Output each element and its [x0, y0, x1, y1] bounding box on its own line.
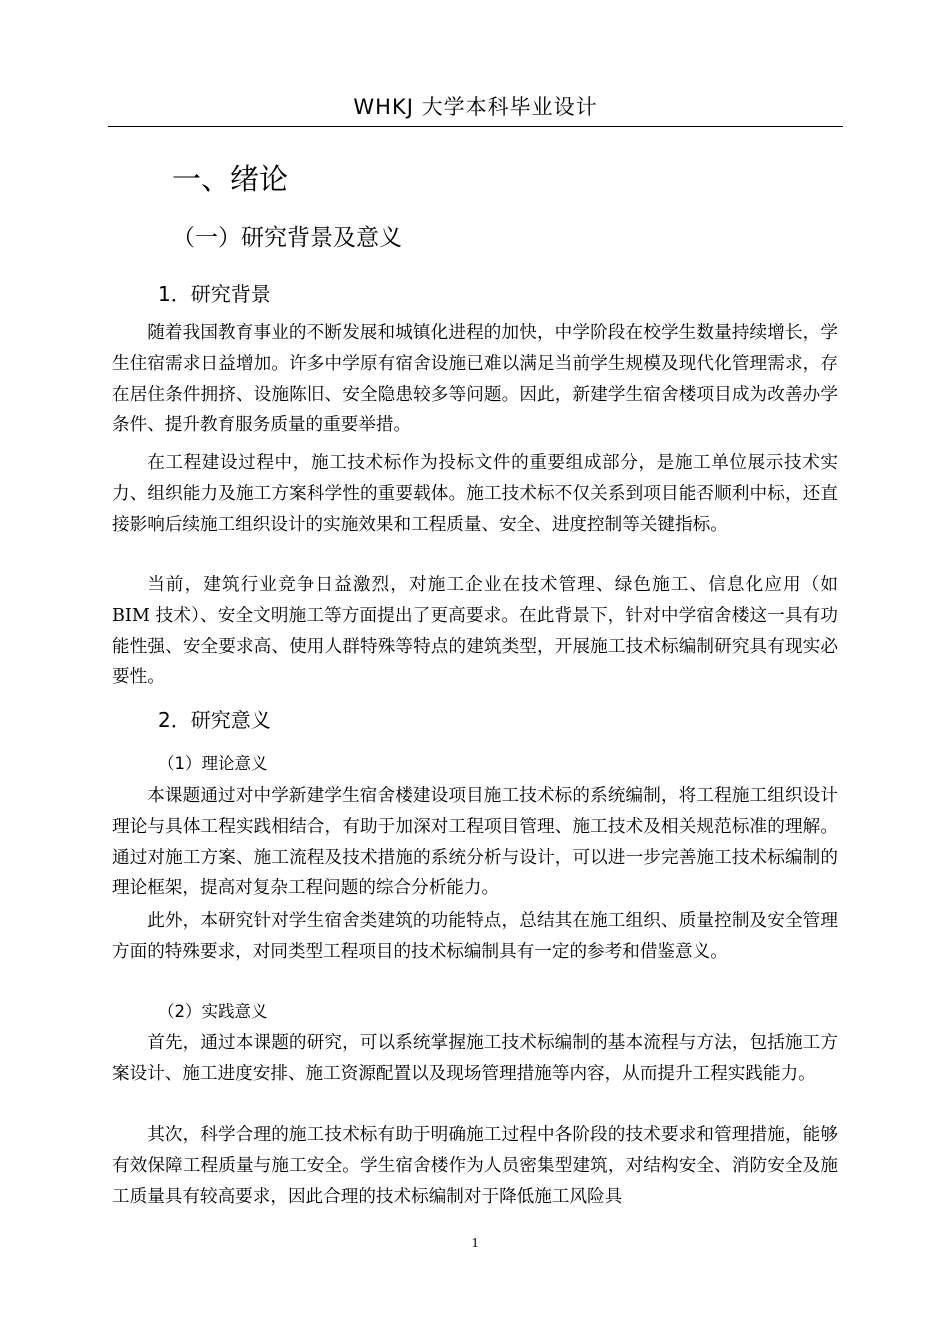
page-header: WHKJ 大学本科毕业设计: [108, 92, 843, 127]
subsection-title-significance: 2．研究意义: [158, 708, 271, 732]
item-title-practice: （2）实践意义: [158, 1002, 268, 1021]
paragraph: 其次，科学合理的施工技术标有助于明确施工过程中各阶段的技术要求和管理措施，能够有效保障工程质量与施工安全。学生宿舍楼作为人员密集型建筑，对结构安全、消防安全及施工质量具有较高要求，因此合理的技术标编制对于降低施工风险具: [112, 1125, 838, 1207]
paragraph: 随着我国教育事业的不断发展和城镇化进程的加快，中学阶段在校学生数量持续增长，学生住宿需求日益增加。许多中学原有宿舍设施已难以满足当前学生规模及现代化管理需求，存在居住条件拥挤、设施陈旧、安全隐患较多等问题。因此，新建学生宿舍楼项目成为改善办学条件、提升教育服务质量的重要举措。: [112, 323, 838, 436]
chapter-title: 一、绪论: [172, 162, 289, 196]
page-number: 1: [471, 1236, 479, 1251]
paragraph: 在工程建设过程中，施工技术标作为投标文件的重要组成部分，是施工单位展示技术实力、组织能力及施工方案科学性的重要载体。施工技术标不仅关系到项目能否顺利中标，还直接影响后续施工组织设计的实施效果和工程质量、安全、进度控制等关键指标。: [112, 453, 838, 535]
section-title: （一）研究背景及意义: [172, 225, 402, 251]
item-title-theory: （1）理论意义: [158, 754, 268, 773]
paragraph: 本课题通过对中学新建学生宿舍楼建设项目施工技术标的系统编制，将工程施工组织设计理论与具体工程实践相结合，有助于加深对工程项目管理、施工技术及相关规范标准的理解。通过对施工方案、施工流程及技术措施的系统分析与设计，可以进一步完善施工技术标编制的理论框架，提高对复杂工程问题的综合分析能力。: [112, 786, 838, 899]
paragraph: 当前，建筑行业竞争日益激烈，对施工企业在技术管理、绿色施工、信息化应用（如 BIM 技术）、安全文明施工等方面提出了更高要求。在此背景下，针对中学宿舍楼这一具有功能性强、安全要求高、使用人群特殊等特点的建筑类型，开展施工技术标编制研究具有现实必要性。: [112, 575, 838, 688]
paragraph: 此外，本研究针对学生宿舍类建筑的功能特点，总结其在施工组织、质量控制及安全管理方面的特殊要求，对同类型工程项目的技术标编制具有一定的参考和借鉴意义。: [112, 911, 838, 962]
subsection-title-background: 1．研究背景: [158, 282, 271, 306]
paragraph: 首先，通过本课题的研究，可以系统掌握施工技术标编制的基本流程与方法，包括施工方案设计、施工进度安排、施工资源配置以及现场管理措施等内容，从而提升工程实践能力。: [112, 1033, 838, 1084]
